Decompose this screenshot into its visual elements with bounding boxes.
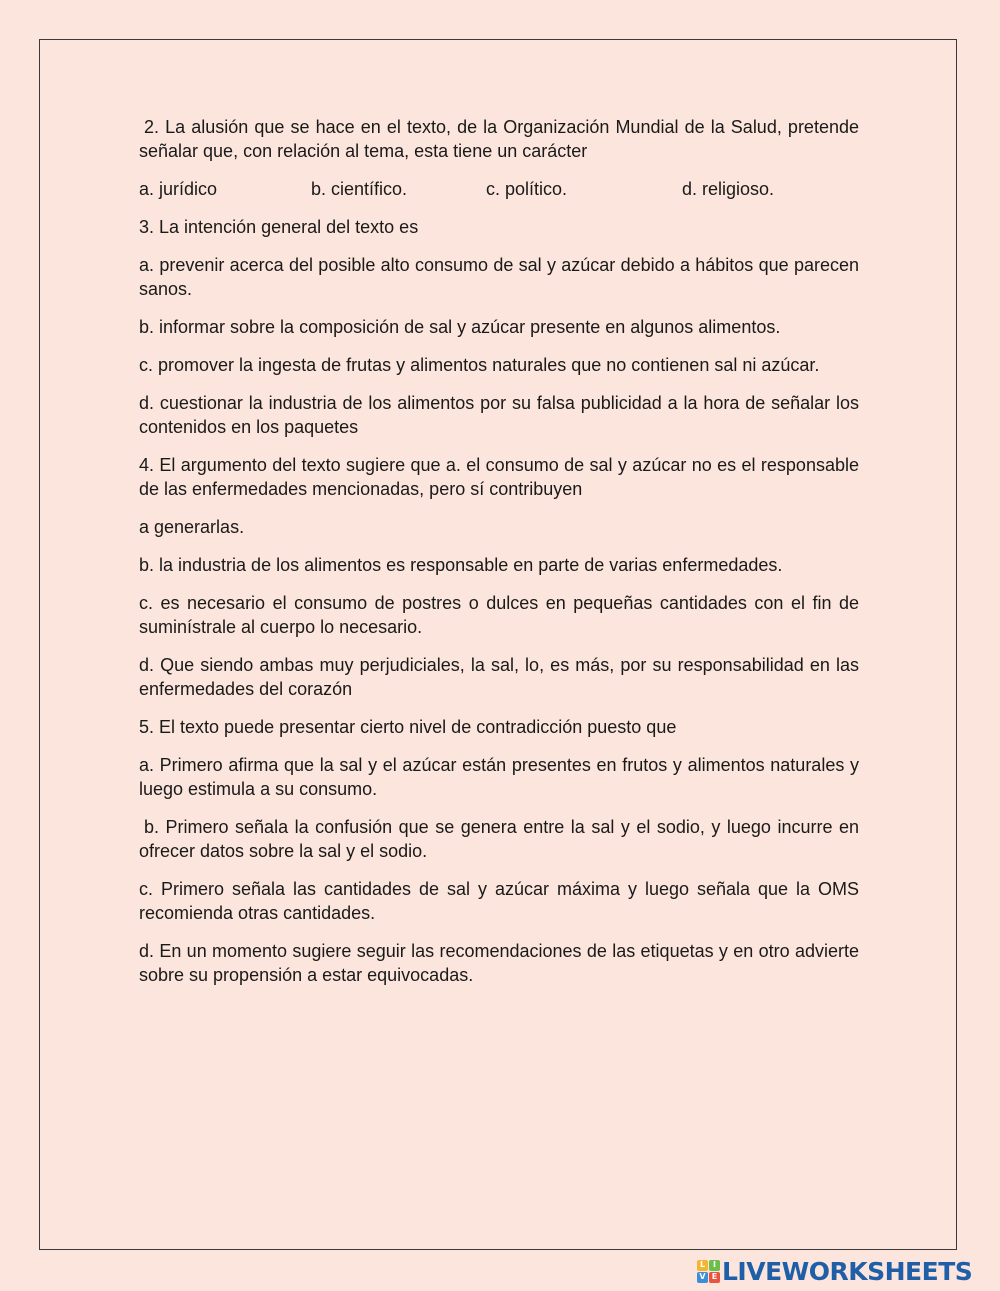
q4-stem: 4. El argumento del texto sugiere que a. el consumo de sal y azúcar no es el responsable de las enfermedades mencionadas, pero sí contribuyen bbox=[139, 455, 859, 499]
q2-options bbox=[139, 177, 859, 201]
q5-option-a: a. Primero afirma que la sal y el azúcar están presentes en frutos y alimentos naturales y luego estimula a su consumo. bbox=[139, 755, 859, 799]
q3-option-a: a. prevenir acerca del posible alto consumo de sal y azúcar debido a hábitos que parecen sanos. bbox=[139, 255, 859, 299]
q3-option-b: b. informar sobre la composición de sal y azúcar presente en algunos alimentos. bbox=[139, 317, 781, 337]
liveworksheets-logo bbox=[697, 1256, 972, 1286]
q3-option-c: c. promover la ingesta de frutas y alimentos naturales que no contienen sal ni azúcar. bbox=[139, 355, 820, 375]
q4-option-a-continuation: a generarlas. bbox=[139, 517, 245, 537]
logo-mark-letter: L bbox=[697, 1260, 708, 1271]
q4-option-c: c. es necesario el consumo de postres o dulces en pequeñas cantidades con el fin de suminístrale al cuerpo lo necesario. bbox=[139, 593, 859, 637]
q5-option-d: d. En un momento sugiere seguir las recomendaciones de las etiquetas y en otro advierte sobre su propensión a estar equivocadas. bbox=[139, 941, 859, 985]
worksheet-content bbox=[139, 115, 859, 1001]
q2-option-b: b. científico. bbox=[311, 179, 408, 199]
logo-mark-letter: V bbox=[697, 1272, 708, 1283]
q2-option-c: c. político. bbox=[486, 179, 568, 199]
q3-option-d: d. cuestionar la industria de los alimentos por su falsa publicidad a la hora de señalar los contenidos en los paquetes bbox=[139, 393, 859, 437]
q3-stem: 3. La intención general del texto es bbox=[139, 217, 419, 237]
q2-option-d: d. religioso. bbox=[682, 179, 775, 199]
q5-option-b: b. Primero señala la confusión que se genera entre la sal y el sodio, y luego incurre en ofrecer datos sobre la sal y el sodio. bbox=[139, 817, 859, 861]
logo-mark-letter: I bbox=[709, 1260, 720, 1271]
q2-stem: 2. La alusión que se hace en el texto, de la Organización Mundial de la Salud, pretende señalar que, con relación al tema, esta tiene un carácter bbox=[139, 117, 859, 161]
q2-option-a: a. jurídico bbox=[139, 179, 218, 199]
q5-stem: 5. El texto puede presentar cierto nivel de contradicción puesto que bbox=[139, 717, 677, 737]
logo-text: LIVEWORKSHEETS bbox=[722, 1256, 973, 1286]
logo-mark-icon bbox=[697, 1260, 720, 1283]
q4-option-d: d. Que siendo ambas muy perjudiciales, la sal, lo, es más, por su responsabilidad en las enfermedades del corazón bbox=[139, 655, 859, 699]
logo-mark-letter: E bbox=[709, 1272, 720, 1283]
q5-option-c: c. Primero señala las cantidades de sal y azúcar máxima y luego señala que la OMS recomienda otras cantidades. bbox=[139, 879, 859, 923]
q4-option-b: b. la industria de los alimentos es responsable en parte de varias enfermedades. bbox=[139, 555, 783, 575]
